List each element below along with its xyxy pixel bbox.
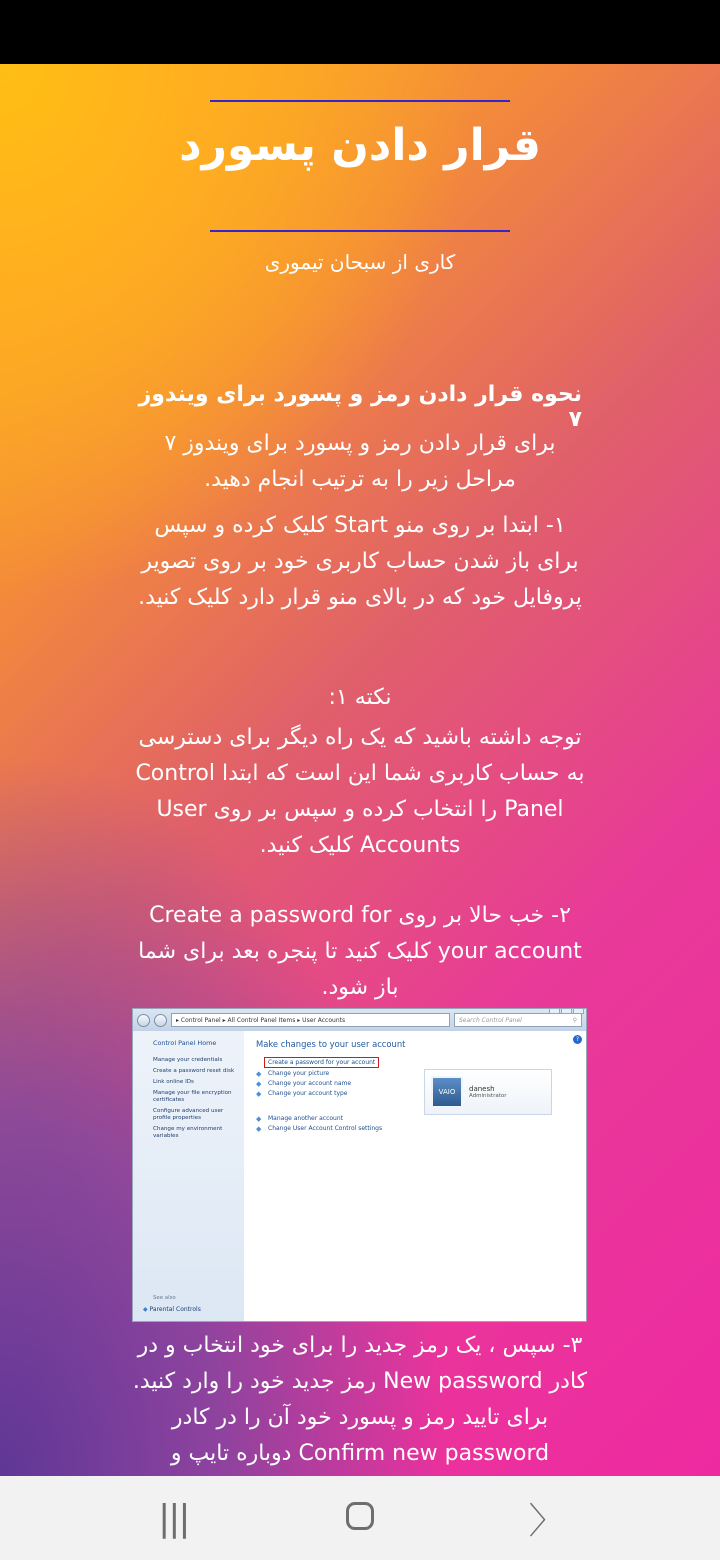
account-link: ◆ Change your account name (256, 1080, 352, 1088)
shield-icon: ◆ (256, 1080, 262, 1088)
help-icon: ? (573, 1035, 582, 1044)
section-heading: نحوه قرار دادن رمز و پسورد برای ویندوز ۷ (138, 382, 582, 432)
step2-paragraph: ۲- خب حالا بر روی Create a password for your account کلیک کنید تا پنجره بعد برای شما باز شود. (138, 903, 582, 1000)
sidebar-link: Manage your file encryption certificates (153, 1090, 232, 1103)
home-icon (346, 1502, 374, 1530)
article-content[interactable] (0, 64, 720, 1476)
shield-icon: ◆ (256, 1125, 262, 1133)
user-name: danesh (469, 1085, 495, 1093)
account-link: ◆ Change your account type (256, 1090, 348, 1098)
account-link: ◆ Change User Account Control settings (256, 1125, 383, 1133)
top-divider (210, 100, 510, 102)
sidebar-link: Create a password reset disk (153, 1068, 235, 1074)
user-role: Administrator (469, 1093, 507, 1099)
status-bar (0, 0, 720, 64)
system-nav-bar (0, 1476, 720, 1560)
cp-main (244, 1031, 586, 1321)
forward-icon (154, 1014, 167, 1027)
back-button[interactable]: 〉 (528, 1500, 565, 1542)
shield-icon: ◆ (256, 1090, 262, 1098)
see-also-label: See also (153, 1295, 176, 1301)
search-icon: ⚲ (572, 1016, 577, 1024)
intro-paragraph: برای قرار دادن رمز و پسورد برای ویندوز ۷ مراحل زیر را به ترتیب انجام دهید. (164, 431, 556, 492)
user-card (424, 1069, 552, 1115)
sidebar-link: Manage your credentials (153, 1057, 223, 1063)
home-button[interactable] (330, 1498, 390, 1539)
shield-icon: ◆ (143, 1306, 148, 1313)
account-link: ◆ Change your picture (256, 1070, 330, 1078)
step1-paragraph: ۱- ابتدا بر روی منو Start کلیک کرده و سپس برای باز شدن حساب کاربری خود بر روی تصویر پروفایل خود که در بالای منو قرار دارد کلیک کنید. (138, 513, 582, 610)
note-paragraph: توجه داشته باشید که یک راه دیگر برای دسترسی به حساب کاربری شما این است که ابتدا Control Panel را انتخاب کرده و سپس بر روی User Accounts کلیک کنید. (135, 725, 585, 858)
avatar: VAIO (431, 1076, 463, 1108)
shield-icon: ◆ (256, 1070, 262, 1078)
window-toolbar (133, 1009, 586, 1031)
cp-sidebar (133, 1031, 244, 1321)
note-title: نکته ۱: (328, 685, 392, 710)
main-title: Make changes to your user account (256, 1039, 406, 1049)
back-icon (137, 1014, 150, 1027)
address-bar: ▸ Control Panel ▸ All Control Panel Items ▸ User Accounts (171, 1013, 450, 1027)
shield-icon: ◆ (256, 1115, 262, 1123)
window-controls (549, 1008, 584, 1014)
page-title: قرار دادن پسورد (179, 120, 541, 171)
cp-home-link: Control Panel Home (153, 1039, 217, 1047)
step3-paragraph: ۳- سپس ، یک رمز جدید را برای خود انتخاب و در کادر New password رمز جدید خود را وارد کنید. برای تایید رمز و پسورد خود آن را در کادر Confirm new password دوباره تایپ و (132, 1333, 588, 1466)
create-password-link: Create a password for your account (264, 1057, 379, 1068)
parental-controls-link: ◆ Parental Controls (143, 1306, 201, 1313)
recents-button[interactable]: ||| (158, 1497, 189, 1539)
sidebar-link: Link online IDs (153, 1079, 194, 1085)
author-credit: کاری از سبحان تیموری (264, 250, 456, 274)
sidebar-link: Change my environment variables (153, 1126, 223, 1139)
account-link: ◆ Manage another account (256, 1115, 344, 1123)
bottom-divider (210, 230, 510, 232)
windows-screenshot (132, 1008, 587, 1322)
search-box: Search Control Panel ⚲ (454, 1013, 582, 1027)
sidebar-link: Configure advanced user profile properties (153, 1108, 224, 1121)
